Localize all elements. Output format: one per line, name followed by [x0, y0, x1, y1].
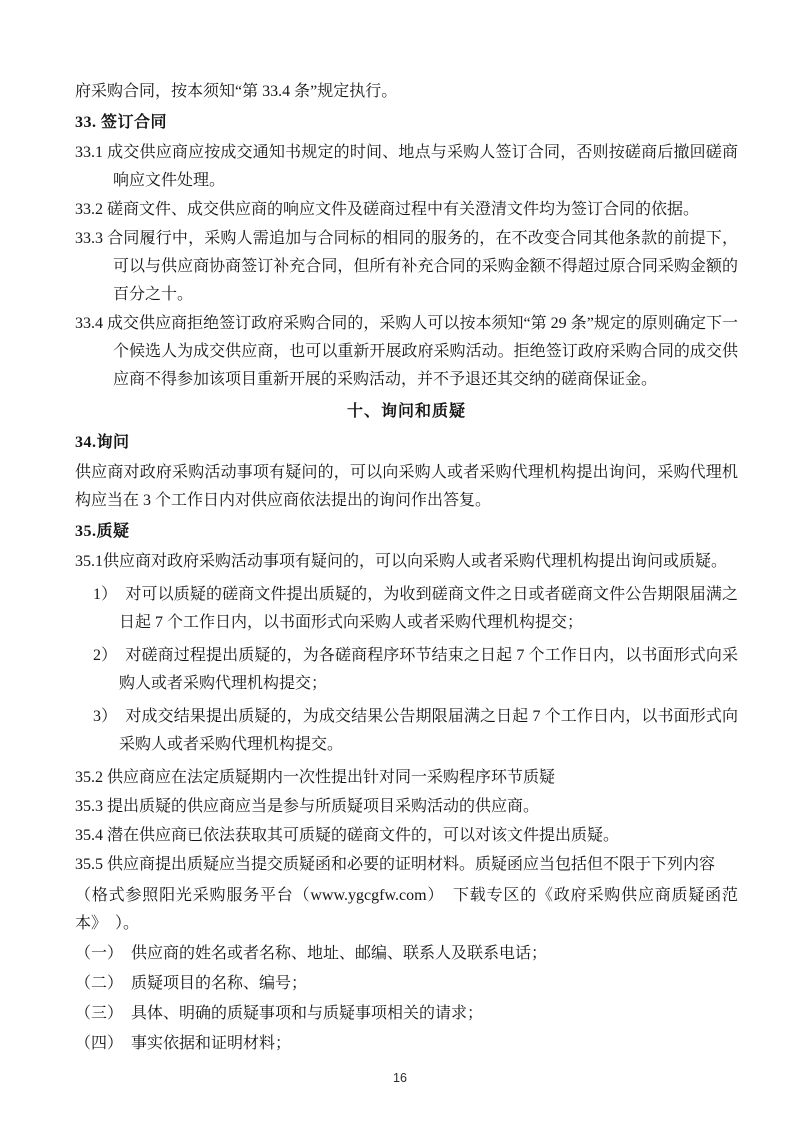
clause-35-heading: 35.质疑	[75, 523, 130, 540]
clause-35-1-subitem-1: 1） 对可以质疑的磋商文件提出质疑的，为收到磋商文件之日或者磋商文件公告期限届满之日起 7 个工作日内，以书面形式向采购人或者采购代理机构提交；	[93, 586, 738, 631]
clause-33-2: 33.2 磋商文件、成交供应商的响应文件及磋商过程中有关澄清文件均为签订合同的依据。	[75, 201, 700, 218]
clause-35-2: 35.2 供应商应在法定质疑期内一次性提出针对同一采购程序环节质疑	[75, 769, 556, 786]
clause-35-5-format-note: （格式参照阳光采购服务平台（www.ygcgfw.com） 下载专区的《政府采购供应商质疑函范本》 ）。	[75, 887, 738, 932]
query-letter-item-4: （四） 事实依据和证明材料；	[75, 1035, 292, 1052]
chapter-10-heading: 十、询问和质疑	[346, 403, 466, 420]
page-number: 16	[393, 1071, 407, 1085]
query-letter-item-1: （一） 供应商的姓名或者名称、地址、邮编、联系人及联系电话；	[75, 945, 548, 962]
clause-33-heading: 33. 签订合同	[75, 114, 168, 131]
clause-33-3: 33.3 合同履行中，采购人需追加与合同标的相同的服务的，在不改变合同其他条款的前提下，可以与供应商协商签订补充合同，但所有补充合同的采购金额不得超过原合同采购金额的百分之十。	[75, 230, 738, 303]
clause-33-4: 33.4 成交供应商拒绝签订政府采购合同的，采购人可以按本须知“第 29 条”规定的原则确定下一个候选人为成交供应商，也可以重新开展政府采购活动。拒绝签订政府采购合同的成交供应商不得参加该项目重新开展的采购活动，并不予退还其交纳的磋商保证金。	[75, 315, 738, 388]
clause-34-body: 供应商对政府采购活动事项有疑问的，可以向采购人或者采购代理机构提出询问，采购代理机构应当在 3 个工作日内对供应商依法提出的询问作出答复。	[75, 464, 738, 509]
clause-34-heading: 34.询问	[75, 434, 130, 451]
clause-35-4: 35.4 潜在供应商已依法获取其可质疑的磋商文件的，可以对该文件提出质疑。	[75, 827, 620, 844]
clause-35-1-subitem-2: 2） 对磋商过程提出质疑的，为各磋商程序环节结束之日起 7 个工作日内，以书面形式向采购人或者采购代理机构提交；	[93, 647, 738, 692]
clause-33-1: 33.1 成交供应商应按成交通知书规定的时间、地点与采购人签订合同，否则按磋商后撤回磋商响应文件处理。	[75, 144, 738, 189]
clause-35-5: 35.5 供应商提出质疑应当提交质疑函和必要的证明材料。质疑函应当包括但不限于下列内容	[75, 856, 716, 873]
clause-35-1-subitem-3: 3） 对成交结果提出质疑的，为成交结果公告期限届满之日起 7 个工作日内，以书面形式向采购人或者采购代理机构提交。	[93, 708, 738, 753]
query-letter-item-2: （二） 质疑项目的名称、编号；	[75, 975, 308, 992]
continuation-paragraph: 府采购合同，按本须知“第 33.4 条”规定执行。	[75, 83, 398, 100]
clause-35-3: 35.3 提出质疑的供应商应当是参与所质疑项目采购活动的供应商。	[75, 798, 540, 815]
clause-35-1: 35.1供应商对政府采购活动事项有疑问的，可以向采购人或者采购代理机构提出询问或质疑。	[75, 553, 728, 570]
query-letter-item-3: （三） 具体、明确的质疑事项和与质疑事项相关的请求；	[75, 1005, 484, 1022]
